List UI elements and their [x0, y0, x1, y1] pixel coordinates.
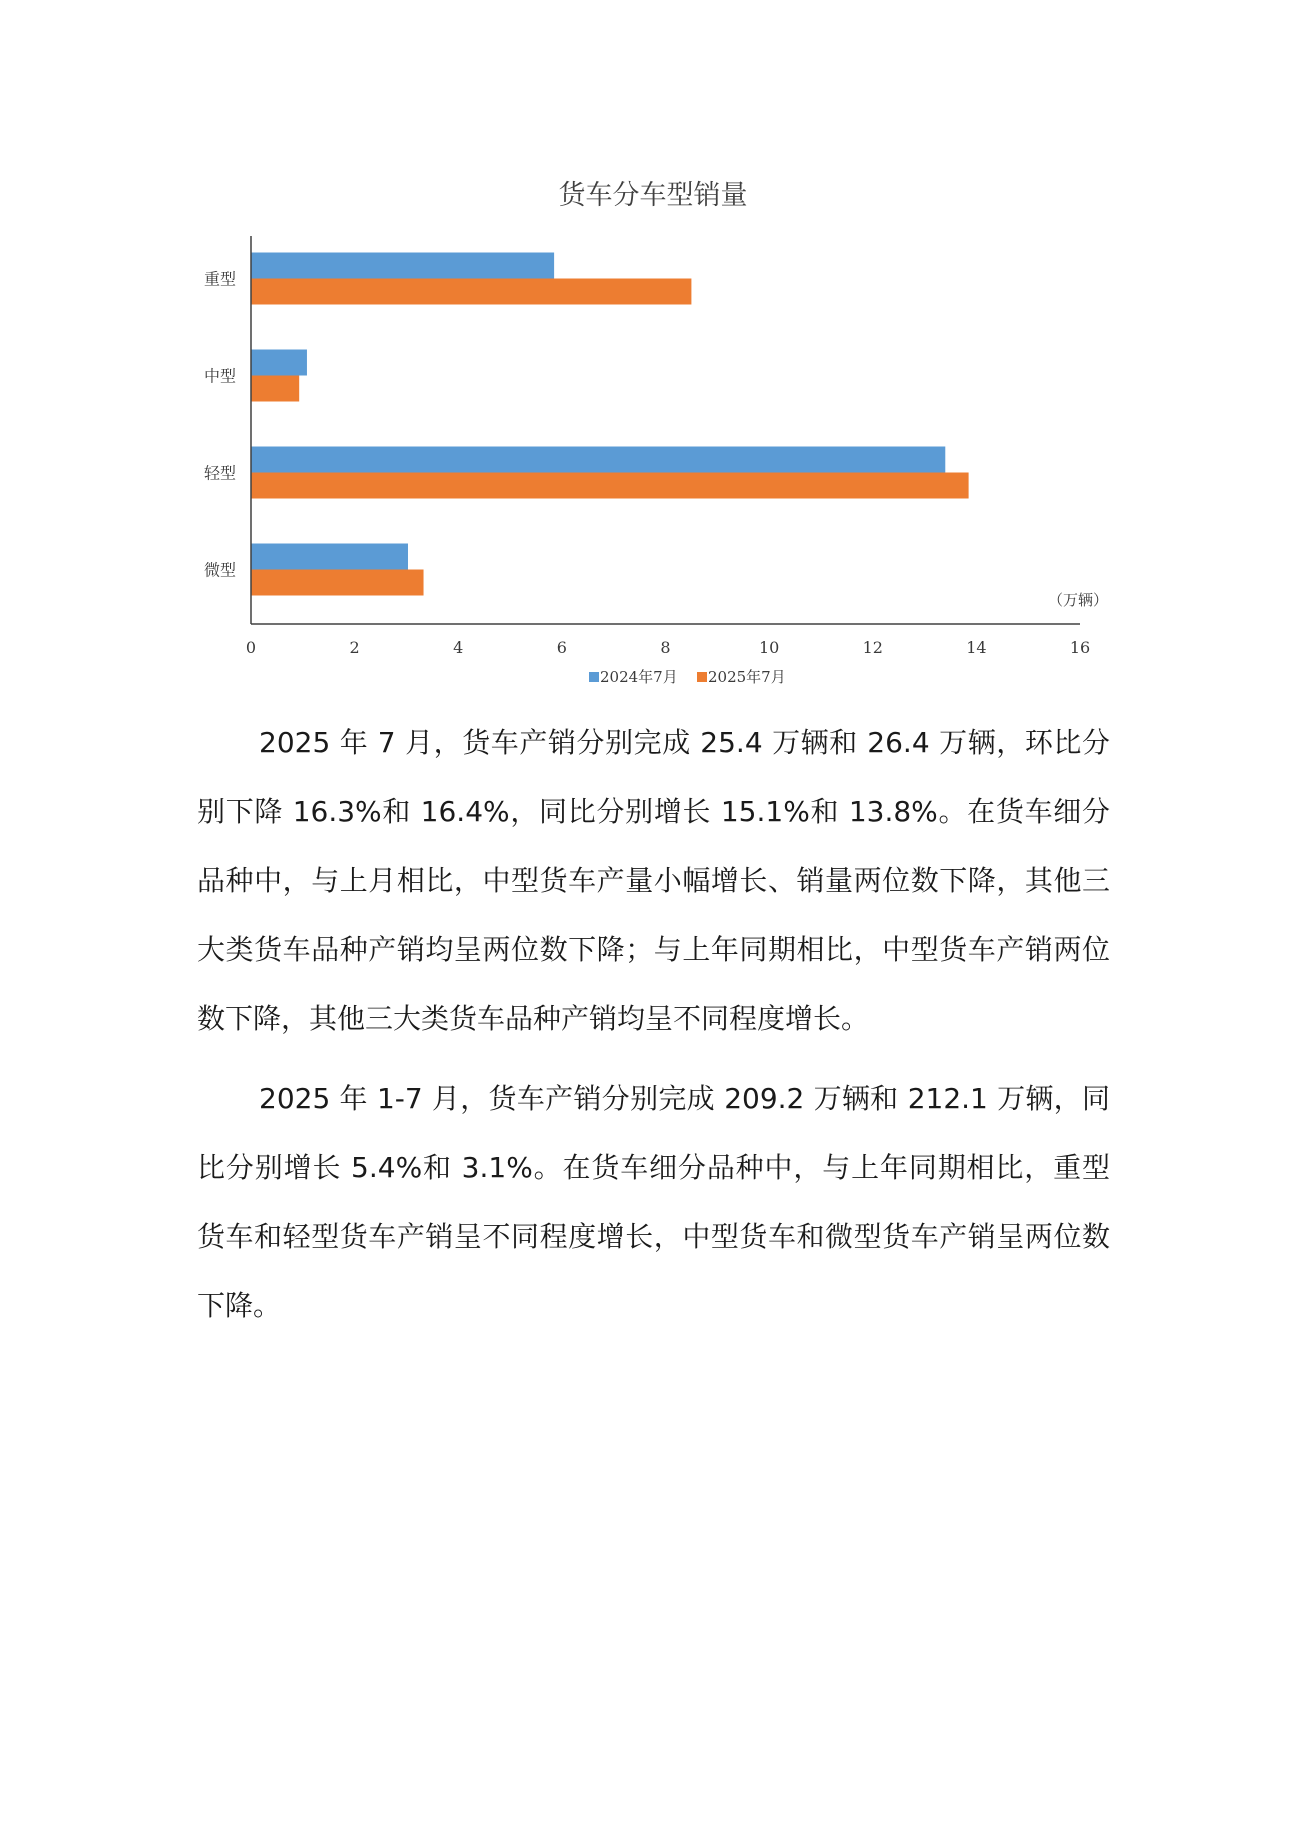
category-label: 中型 [203, 366, 236, 386]
x-tick-label: 4 [453, 638, 464, 657]
bar-微型-2024年7月 [251, 544, 408, 570]
x-tick-label: 16 [1069, 638, 1091, 657]
bar-重型-2025年7月 [251, 279, 691, 305]
bar-中型-2025年7月 [251, 376, 299, 402]
legend-label: 2024年7月 [600, 668, 678, 686]
bars-layer [251, 253, 969, 596]
category-label: 轻型 [203, 463, 236, 483]
bar-中型-2024年7月 [251, 350, 307, 376]
bar-轻型-2024年7月 [251, 447, 945, 473]
category-label: 微型 [203, 560, 236, 580]
x-tick-label: 0 [245, 638, 257, 657]
x-tick-label: 2 [349, 638, 360, 657]
x-tick-label: 14 [966, 638, 987, 657]
legend-label: 2025年7月 [708, 668, 786, 686]
paragraph-monthly: 2025 年 7 月，货车产销分别完成 25.4 万辆和 26.4 万辆，环比分别下降 16.3%和 16.4%，同比分别增长 15.1%和 13.8%。在货车细分品种中，与上月相比，中型货车产量小幅增长、销量两位数下降，其他三大类货车品种产销均呈两位数下降；与上年同期相比，中型货车产销两位数下降，其他三大类货车品种产销均呈不同程度增长。 [197, 726, 1110, 1035]
x-tick-label: 10 [758, 638, 780, 657]
bar-微型-2025年7月 [251, 570, 424, 596]
unit-label: （万辆） [1047, 591, 1108, 609]
category-label: 重型 [203, 269, 236, 289]
bar-chart [0, 0, 1299, 700]
paragraph-ytd: 2025 年 1-7 月，货车产销分别完成 209.2 万辆和 212.1 万辆，同比分别增长 5.4%和 3.1%。在货车细分品种中，与上年同期相比，重型货车和轻型货车产销呈不同程度增长，中型货车和微型货车产销呈两位数下降。 [197, 1082, 1110, 1322]
bar-重型-2024年7月 [251, 253, 554, 279]
legend-swatch [697, 672, 707, 682]
x-tick-label: 8 [660, 638, 671, 657]
legend [589, 668, 786, 686]
x-tick-label: 6 [556, 638, 567, 657]
chart-title: 货车分车型销量 [558, 180, 748, 211]
legend-swatch [589, 672, 599, 682]
category-labels [204, 270, 236, 580]
bar-轻型-2025年7月 [251, 473, 969, 499]
x-tick-label: 12 [862, 638, 883, 657]
x-tick-labels [246, 638, 1090, 657]
